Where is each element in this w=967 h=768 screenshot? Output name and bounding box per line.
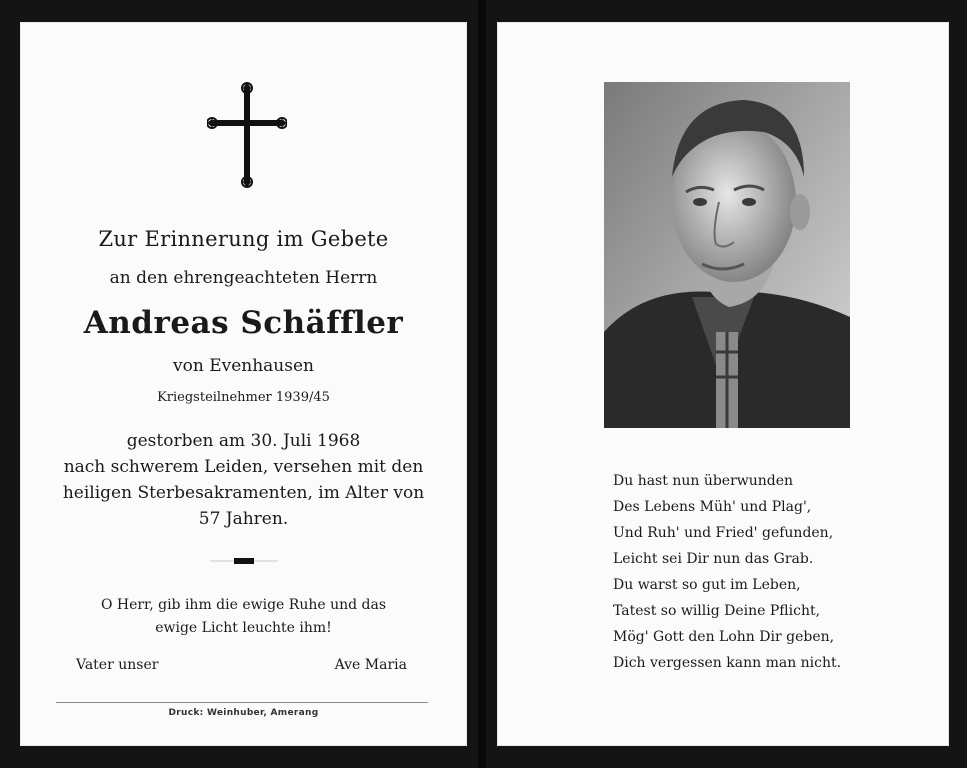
footer-rule	[56, 702, 428, 703]
poem	[613, 468, 841, 676]
portrait-photo	[604, 82, 850, 428]
deceased-name: Andreas Schäffler	[83, 305, 404, 341]
poem-line: Du hast nun überwunden	[613, 473, 794, 489]
death-line: nach schwerem Leiden, versehen mit den	[63, 457, 424, 477]
vater-unser: Vater unser	[76, 657, 159, 673]
poem-line: Des Lebens Müh' und Plag',	[613, 499, 812, 515]
war-service: Kriegsteilnehmer 1939/45	[157, 390, 330, 405]
subheading: an den ehrengeachteten Herrn	[109, 268, 378, 288]
death-line: 57 Jahren.	[198, 509, 289, 529]
prayer	[20, 594, 467, 640]
death-notice	[20, 428, 467, 532]
poem-line: Dich vergessen kann man nicht.	[613, 655, 842, 671]
poem-line: Tatest so willig Deine Pflicht,	[613, 603, 821, 619]
heading: Zur Erinnerung im Gebete	[98, 227, 389, 251]
memorial-card-left	[20, 22, 467, 746]
death-line: gestorben am 30. Juli 1968	[126, 431, 361, 451]
prayer-line: O Herr, gib ihm die ewige Ruhe und das	[100, 597, 387, 613]
poem-line: Du warst so gut im Leben,	[613, 577, 801, 593]
poem-line: Leicht sei Dir nun das Grab.	[613, 551, 814, 567]
divider-ornament	[210, 558, 278, 564]
printer-credit: Druck: Weinhuber, Amerang	[168, 708, 319, 718]
death-line: heiligen Sterbesakramenten, im Alter von	[62, 483, 425, 503]
cross-icon	[207, 82, 287, 188]
memorial-card-right	[497, 22, 949, 746]
card-fold	[478, 0, 486, 768]
ave-maria: Ave Maria	[334, 657, 407, 673]
prayer-line: ewige Licht leuchte ihm!	[155, 620, 332, 636]
poem-line: Mög' Gott den Lohn Dir geben,	[613, 629, 835, 645]
poem-line: Und Ruh' und Fried' gefunden,	[613, 525, 834, 541]
origin: von Evenhausen	[173, 356, 314, 376]
